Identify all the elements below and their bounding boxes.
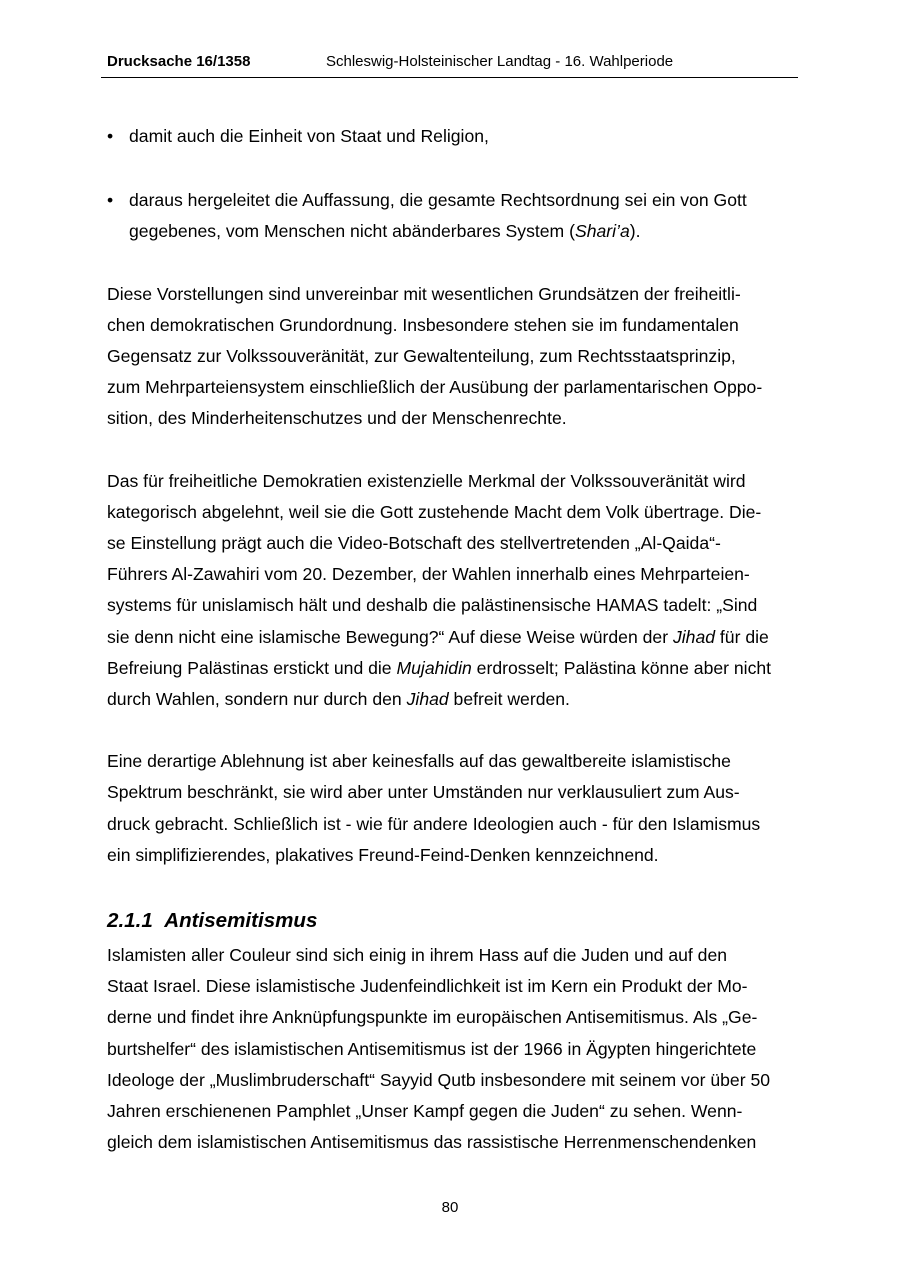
text-span: für die [715, 626, 769, 647]
text-line: systems für unislamisch hält und deshalb die palästinensische HAMAS tadelt: „Sind [107, 595, 758, 616]
bullet-item [107, 121, 797, 152]
text-line: se Einstellung prägt auch die Video-Botschaft des stellvertretenden „Al-Qaida“- [107, 533, 721, 554]
bullet-text-span: gegebenes, vom Menschen nicht abänderbares System ( [129, 221, 575, 242]
text-line: derne und findet ihre Anknüpfungspunkte im europäischen Antisemitismus. Als „Ge- [107, 1007, 758, 1028]
italic-term: Jihad [672, 626, 716, 647]
page-header [101, 50, 798, 78]
paragraph [107, 279, 797, 435]
document-number: Drucksache 16/1358 [107, 53, 251, 70]
bullet-text-line: daraus hergeleitet die Auffassung, die gesamte Rechtsordnung sei ein von Gott [129, 190, 747, 211]
italic-term: Jihad [406, 689, 449, 710]
text-line: Spektrum beschränkt, sie wird aber unter Umständen nur verklausuliert zum Aus- [107, 782, 740, 803]
section-number: 2.1.1 [107, 909, 153, 933]
paragraph [107, 466, 797, 716]
text-line: Jahren erschienenen Pamphlet „Unser Kampf gegen die Juden“ zu sehen. Wenn- [107, 1101, 743, 1122]
italic-term: Mujahidin [396, 657, 472, 678]
bullet-icon: • [107, 126, 114, 146]
text-span: durch Wahlen, sondern nur durch den [107, 689, 407, 710]
text-line: Gegensatz zur Volkssouveränität, zur Gewaltenteilung, zum Rechtsstaatsprinzip, [107, 346, 736, 367]
text-line: kategorisch abgelehnt, weil sie die Gott zustehende Macht dem Volk übertrage. Die- [107, 501, 762, 522]
section-heading [107, 907, 797, 935]
bullet-text-span: ). [629, 221, 641, 242]
text-span: befreit werden. [448, 689, 570, 710]
bullet-item [107, 185, 797, 247]
parliament-title: Schleswig-Holsteinischer Landtag - 16. Wahlperiode [326, 53, 674, 70]
text-line: zum Mehrparteiensystem einschließlich der Ausübung der parlamentarischen Oppo- [107, 377, 763, 398]
bullet-icon: • [107, 190, 114, 211]
text-line: Das für freiheitliche Demokratien existenzielle Merkmal der Volkssouveränität wird [107, 470, 746, 491]
text-line: sition, des Minderheitenschutzes und der Menschenrechte. [107, 408, 567, 429]
bullet-text-line [129, 216, 797, 247]
text-line: burtshelfer“ des islamistischen Antisemitismus ist der 1966 in Ägypten hingerichtete [107, 1038, 757, 1059]
page-body [107, 121, 797, 1158]
text-line: Islamisten aller Couleur sind sich einig in ihrem Hass auf die Juden und auf den [107, 945, 728, 966]
italic-term: Shari’a [574, 221, 630, 242]
text-line: Diese Vorstellungen sind unvereinbar mit wesentlichen Grundsätzen der freiheitli- [107, 283, 741, 304]
bullet-text: damit auch die Einheit von Staat und Religion, [129, 126, 489, 146]
text-line: ein simplifizierendes, plakatives Freund-Feind-Denken kennzeichnend. [107, 844, 659, 865]
text-span: erdrosselt; Palästina könne aber nicht [471, 657, 772, 678]
text-span: sie denn nicht eine islamische Bewegung?“ Auf diese Weise würden der [107, 626, 673, 647]
paragraph [107, 940, 797, 1158]
text-line: Ideologe der „Muslimbruderschaft“ Sayyid Qutb insbesondere mit seinem vor über 50 [107, 1069, 771, 1090]
page-number: 80 [441, 1199, 459, 1216]
paragraph [107, 746, 797, 871]
text-line: Staat Israel. Diese islamistische Judenfeindlichkeit ist im Kern ein Produkt der Mo- [107, 976, 748, 997]
text-line: druck gebracht. Schließlich ist - wie für andere Ideologien auch - für den Islamismus [107, 813, 761, 834]
text-line: chen demokratischen Grundordnung. Insbesondere stehen sie im fundamentalen [107, 314, 739, 335]
text-line: gleich dem islamistischen Antisemitismus das rassistische Herrenmenschendenken [107, 1132, 757, 1153]
text-span: Befreiung Palästinas erstickt und die [107, 657, 397, 678]
text-line: Eine derartige Ablehnung ist aber keinesfalls auf das gewaltbereite islamistische [107, 751, 731, 772]
section-title: Antisemitismus [164, 909, 318, 933]
text-line: Führers Al-Zawahiri vom 20. Dezember, der Wahlen innerhalb eines Mehrparteien- [107, 564, 750, 585]
